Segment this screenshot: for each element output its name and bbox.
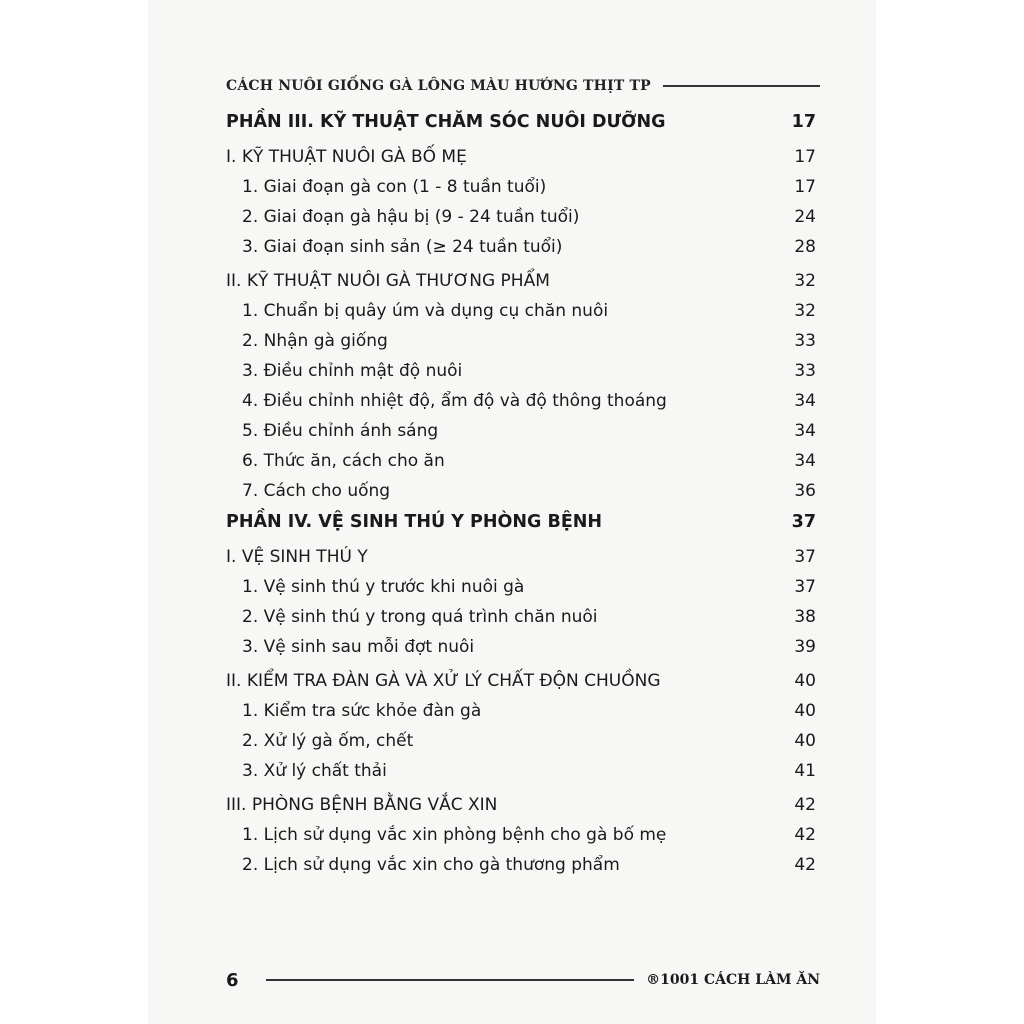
running-header [226, 74, 820, 98]
toc-item [226, 476, 816, 506]
toc-entry-label: PHẦN IV. VỆ SINH THÚ Y PHÒNG BỆNH [226, 512, 603, 532]
toc-entry-page: 33 [794, 331, 816, 351]
toc-entry-page: 41 [794, 761, 816, 781]
toc-entry-label: 2. Lịch sử dụng vắc xin cho gà thương phẩm [242, 855, 620, 875]
toc-section [226, 142, 816, 172]
toc-entry-label: 4. Điều chỉnh nhiệt độ, ẩm độ và độ thông thoáng [242, 391, 667, 411]
header-rule [663, 85, 820, 87]
toc-entry-page: 24 [794, 207, 816, 227]
toc-entry-label: PHẦN III. KỸ THUẬT CHĂM SÓC NUÔI DƯỠNG [226, 112, 666, 132]
toc-section [226, 666, 816, 696]
toc-entry-page: 28 [794, 237, 816, 257]
toc-section [226, 266, 816, 296]
toc-entry-page: 34 [794, 391, 816, 411]
toc-entry-page: 32 [794, 271, 816, 291]
toc-item [226, 696, 816, 726]
footer-rule [266, 979, 634, 981]
toc-entry-label: 2. Xử lý gà ốm, chết [242, 731, 414, 751]
toc-item [226, 232, 816, 262]
page-footer [226, 968, 820, 992]
toc-item [226, 172, 816, 202]
toc-entry-page: 17 [791, 112, 816, 132]
toc-entry-page: 42 [794, 855, 816, 875]
toc-entry-label: 3. Điều chỉnh mật độ nuôi [242, 361, 463, 381]
toc-item [226, 326, 816, 356]
toc-item [226, 356, 816, 386]
toc-entry-label: II. KIỂM TRA ĐÀN GÀ VÀ XỬ LÝ CHẤT ĐỘN CHUỒNG [226, 671, 661, 691]
toc-item [226, 756, 816, 786]
toc-part [226, 106, 816, 138]
footer-brand: ®1001 CÁCH LÀM ĂN [646, 972, 820, 988]
toc-section [226, 790, 816, 820]
table-of-contents [226, 106, 816, 880]
toc-entry-label: 6. Thức ăn, cách cho ăn [242, 451, 445, 471]
toc-part [226, 506, 816, 538]
toc-item [226, 602, 816, 632]
toc-entry-label: 2. Giai đoạn gà hậu bị (9 - 24 tuần tuổi) [242, 207, 580, 227]
toc-entry-label: 1. Giai đoạn gà con (1 - 8 tuần tuổi) [242, 177, 547, 197]
toc-entry-label: I. VỆ SINH THÚ Y [226, 547, 368, 567]
toc-item [226, 202, 816, 232]
toc-entry-page: 37 [794, 577, 816, 597]
toc-entry-page: 32 [794, 301, 816, 321]
toc-item [226, 726, 816, 756]
toc-item [226, 416, 816, 446]
toc-item [226, 820, 816, 850]
toc-entry-page: 37 [791, 512, 816, 532]
toc-entry-label: 3. Vệ sinh sau mỗi đợt nuôi [242, 637, 475, 657]
toc-entry-label: 2. Vệ sinh thú y trong quá trình chăn nuôi [242, 607, 598, 627]
toc-entry-page: 34 [794, 451, 816, 471]
toc-entry-page: 40 [794, 671, 816, 691]
toc-entry-label: II. KỸ THUẬT NUÔI GÀ THƯƠNG PHẨM [226, 271, 550, 291]
toc-entry-page: 40 [794, 701, 816, 721]
toc-entry-page: 37 [794, 547, 816, 567]
toc-entry-page: 33 [794, 361, 816, 381]
toc-item [226, 446, 816, 476]
toc-entry-page: 17 [794, 177, 816, 197]
toc-entry-label: 3. Giai đoạn sinh sản (≥ 24 tuần tuổi) [242, 237, 563, 257]
toc-entry-label: 7. Cách cho uống [242, 481, 391, 501]
toc-entry-page: 42 [794, 825, 816, 845]
toc-entry-page: 38 [794, 607, 816, 627]
running-title: CÁCH NUÔI GIỐNG GÀ LÔNG MÀU HƯỚNG THỊT TP [226, 78, 651, 94]
toc-entry-label: 5. Điều chỉnh ánh sáng [242, 421, 439, 441]
toc-entry-label: 2. Nhận gà giống [242, 331, 388, 351]
toc-item [226, 386, 816, 416]
toc-item [226, 296, 816, 326]
toc-entry-label: 1. Vệ sinh thú y trước khi nuôi gà [242, 577, 525, 597]
toc-entry-label: 1. Lịch sử dụng vắc xin phòng bệnh cho gà bố mẹ [242, 825, 667, 845]
toc-entry-page: 17 [794, 147, 816, 167]
toc-entry-page: 42 [794, 795, 816, 815]
toc-entry-page: 34 [794, 421, 816, 441]
toc-entry-page: 39 [794, 637, 816, 657]
page-number: 6 [226, 969, 239, 991]
toc-entry-page: 36 [794, 481, 816, 501]
toc-entry-label: 1. Kiểm tra sức khỏe đàn gà [242, 701, 482, 721]
toc-entry-label: 3. Xử lý chất thải [242, 761, 387, 781]
toc-entry-label: III. PHÒNG BỆNH BẰNG VẮC XIN [226, 795, 498, 815]
toc-entry-label: I. KỸ THUẬT NUÔI GÀ BỐ MẸ [226, 147, 467, 167]
toc-item [226, 632, 816, 662]
toc-item [226, 850, 816, 880]
toc-item [226, 572, 816, 602]
toc-entry-page: 40 [794, 731, 816, 751]
toc-section [226, 542, 816, 572]
toc-entry-label: 1. Chuẩn bị quây úm và dụng cụ chăn nuôi [242, 301, 609, 321]
